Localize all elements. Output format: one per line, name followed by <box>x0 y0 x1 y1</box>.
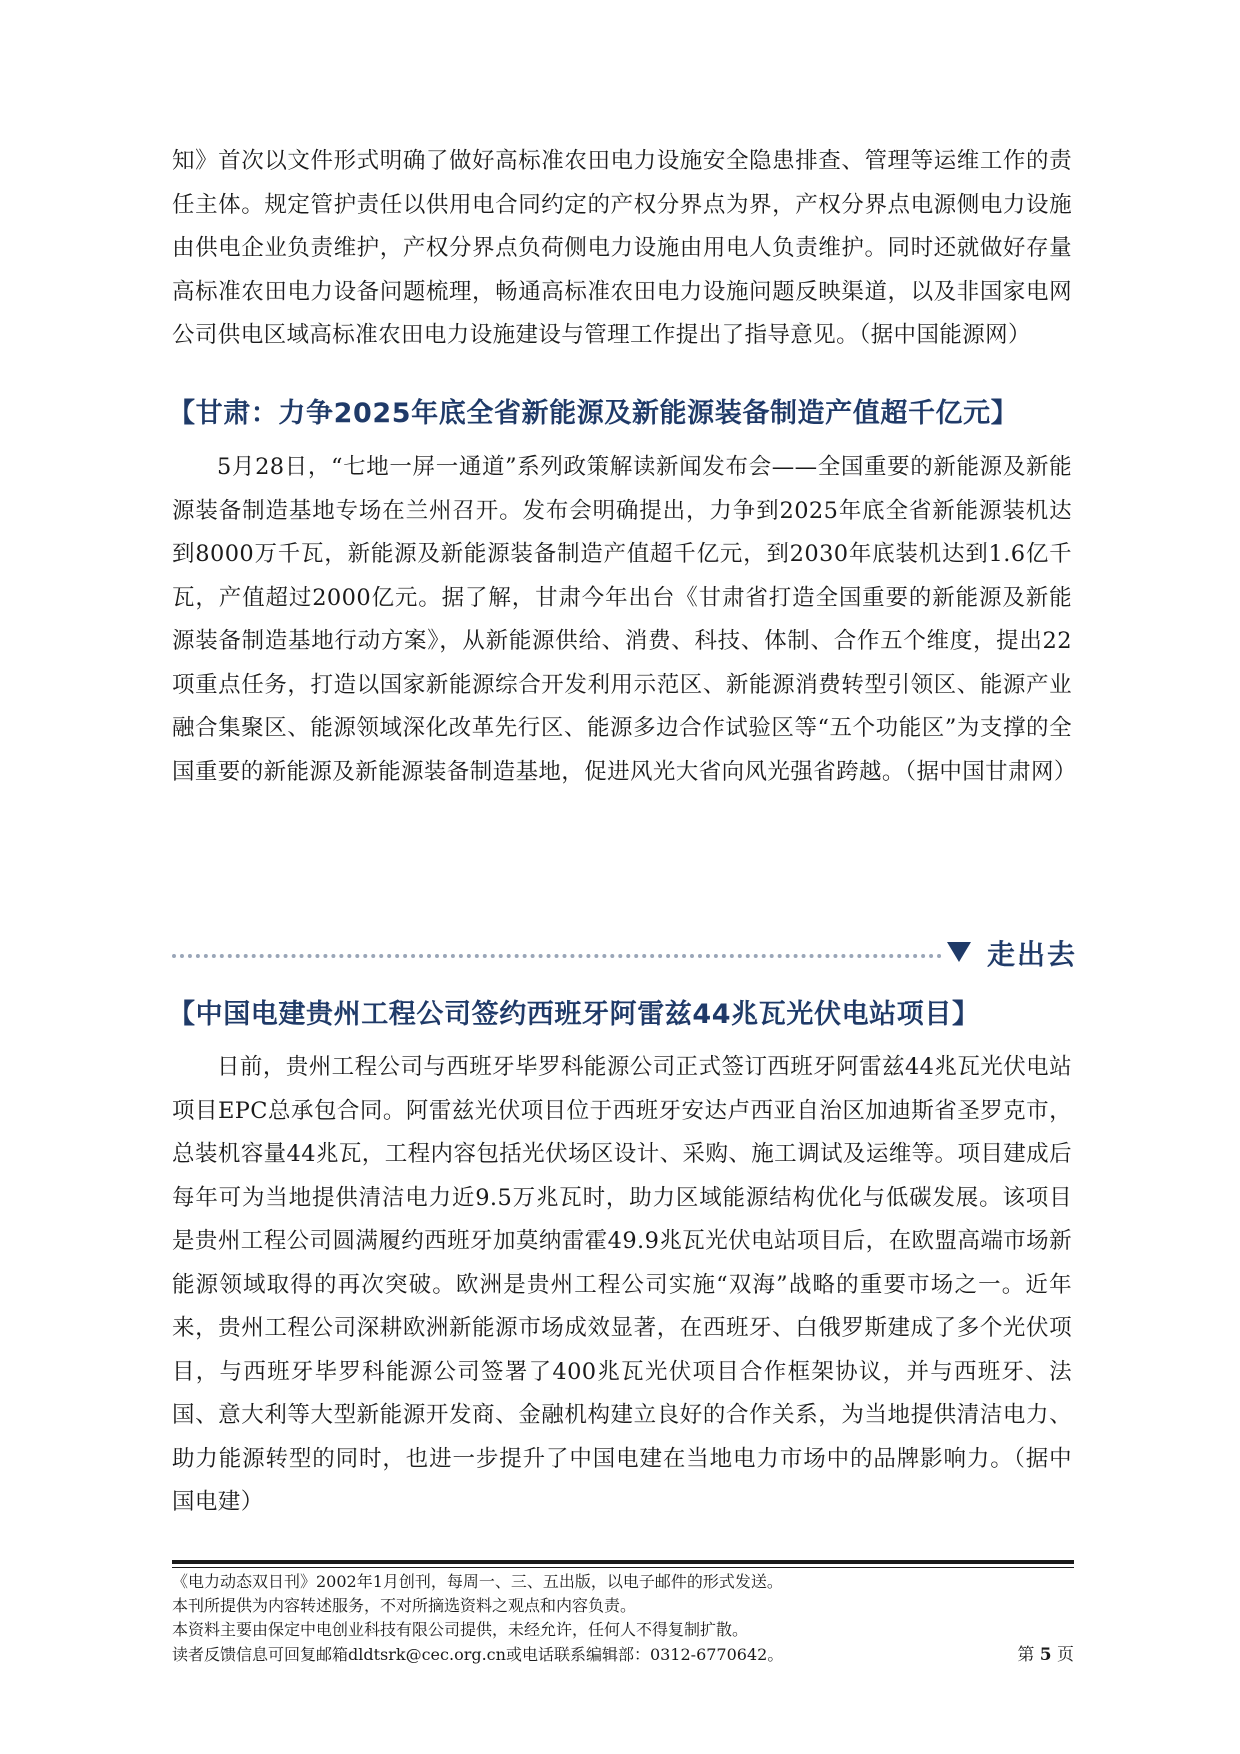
page-number <box>1017 1643 1074 1667</box>
article-headline-powerchina: 【中国电建贵州工程公司签约西班牙阿雷兹44兆瓦光伏电站项目】 <box>168 999 980 1030</box>
article-continuation-paragraph: 知》首次以文件形式明确了做好高标准农田电力设施安全隐患排查、管理等运维工作的责任主体。规定管护责任以供用电合同约定的产权分界点为界，产权分界点电源侧电力设施由供电企业负责维护，产权分界点负荷侧电力设施由用电人负责维护。同时还就做好存量高标准农田电力设备问题梳理，畅通高标准农田电力设施问题反映渠道，以及非国家电网公司供电区域高标准农田电力设施建设与管理工作提出了指导意见。（据中国能源网） <box>172 148 1072 348</box>
footer-rule-thick <box>172 1560 1074 1564</box>
page-number-prefix: 第 <box>1017 1645 1035 1665</box>
article-headline-gansu: 【甘肃：力争2025年底全省新能源及新能源装备制造产值超千亿元】 <box>168 398 1019 429</box>
triangle-down-icon <box>947 942 971 962</box>
article-body-powerchina: 日前，贵州工程公司与西班牙毕罗科能源公司正式签订西班牙阿雷兹44兆瓦光伏电站项目EPC总承包合同。阿雷兹光伏项目位于西班牙安达卢西亚自治区加迪斯省圣罗克市，总装机容量44兆瓦，工程内容包括光伏场区设计、采购、施工调试及运维等。项目建成后每年可为当地提供清洁电力近9.5万兆瓦时，助力区域能源结构优化与低碳发展。该项目是贵州工程公司圆满履约西班牙加莫纳雷霍49.9兆瓦光伏电站项目后，在欧盟高端市场新能源领域取得的再次突破。欧洲是贵州工程公司实施“双海”战略的重要市场之一。近年来，贵州工程公司深耕欧洲新能源市场成效显著，在西班牙、白俄罗斯建成了多个光伏项目，与西班牙毕罗科能源公司签署了400兆瓦光伏项目合作框架协议，并与西班牙、法国、意大利等大型新能源开发商、金融机构建立良好的合作关系，为当地提供清洁电力、助力能源转型的同时，也进一步提升了中国电建在当地电力市场中的品牌影响力。（据中国电建） <box>172 1054 1072 1515</box>
section-title: 走出去 <box>987 938 1078 971</box>
footer-rule-thin <box>172 1567 1074 1568</box>
page-number-suffix: 页 <box>1057 1645 1074 1665</box>
footer-note-4: 读者反馈信息可回复邮箱dldtsrk@cec.org.cn或电话联系编辑部：0312-6770642。 <box>172 1645 784 1664</box>
footer-note-2: 本刊所提供为内容转述服务，不对所摘选资料之观点和内容负责。 <box>172 1596 637 1615</box>
page-number-value: 5 <box>1039 1645 1052 1665</box>
footer-note-1: 《电力动态双日刊》2002年1月创刊，每周一、三、五出版，以电子邮件的形式发送。 <box>172 1572 783 1591</box>
dotted-rule <box>172 954 942 958</box>
section-divider <box>172 935 1078 975</box>
article-body-gansu: 5月28日，“七地一屏一通道”系列政策解读新闻发布会——全国重要的新能源及新能源装备制造基地专场在兰州召开。发布会明确提出，力争到2025年底全省新能源装机达到8000万千瓦，新能源及新能源装备制造产值超千亿元，到2030年底装机达到1.6亿千瓦，产值超过2000亿元。据了解，甘肃今年出台《甘肃省打造全国重要的新能源及新能源装备制造基地行动方案》，从新能源供给、消费、科技、体制、合作五个维度，提出22项重点任务，打造以国家新能源综合开发利用示范区、新能源消费转型引领区、能源产业融合集聚区、能源领域深化改革先行区、能源多边合作试验区等“五个功能区”为支撑的全国重要的新能源及新能源装备制造基地，促进风光大省向风光强省跨越。（据中国甘肃网） <box>172 454 1077 785</box>
footer-note-3: 本资料主要由保定中电创业科技有限公司提供，未经允许，任何人不得复制扩散。 <box>172 1620 749 1639</box>
